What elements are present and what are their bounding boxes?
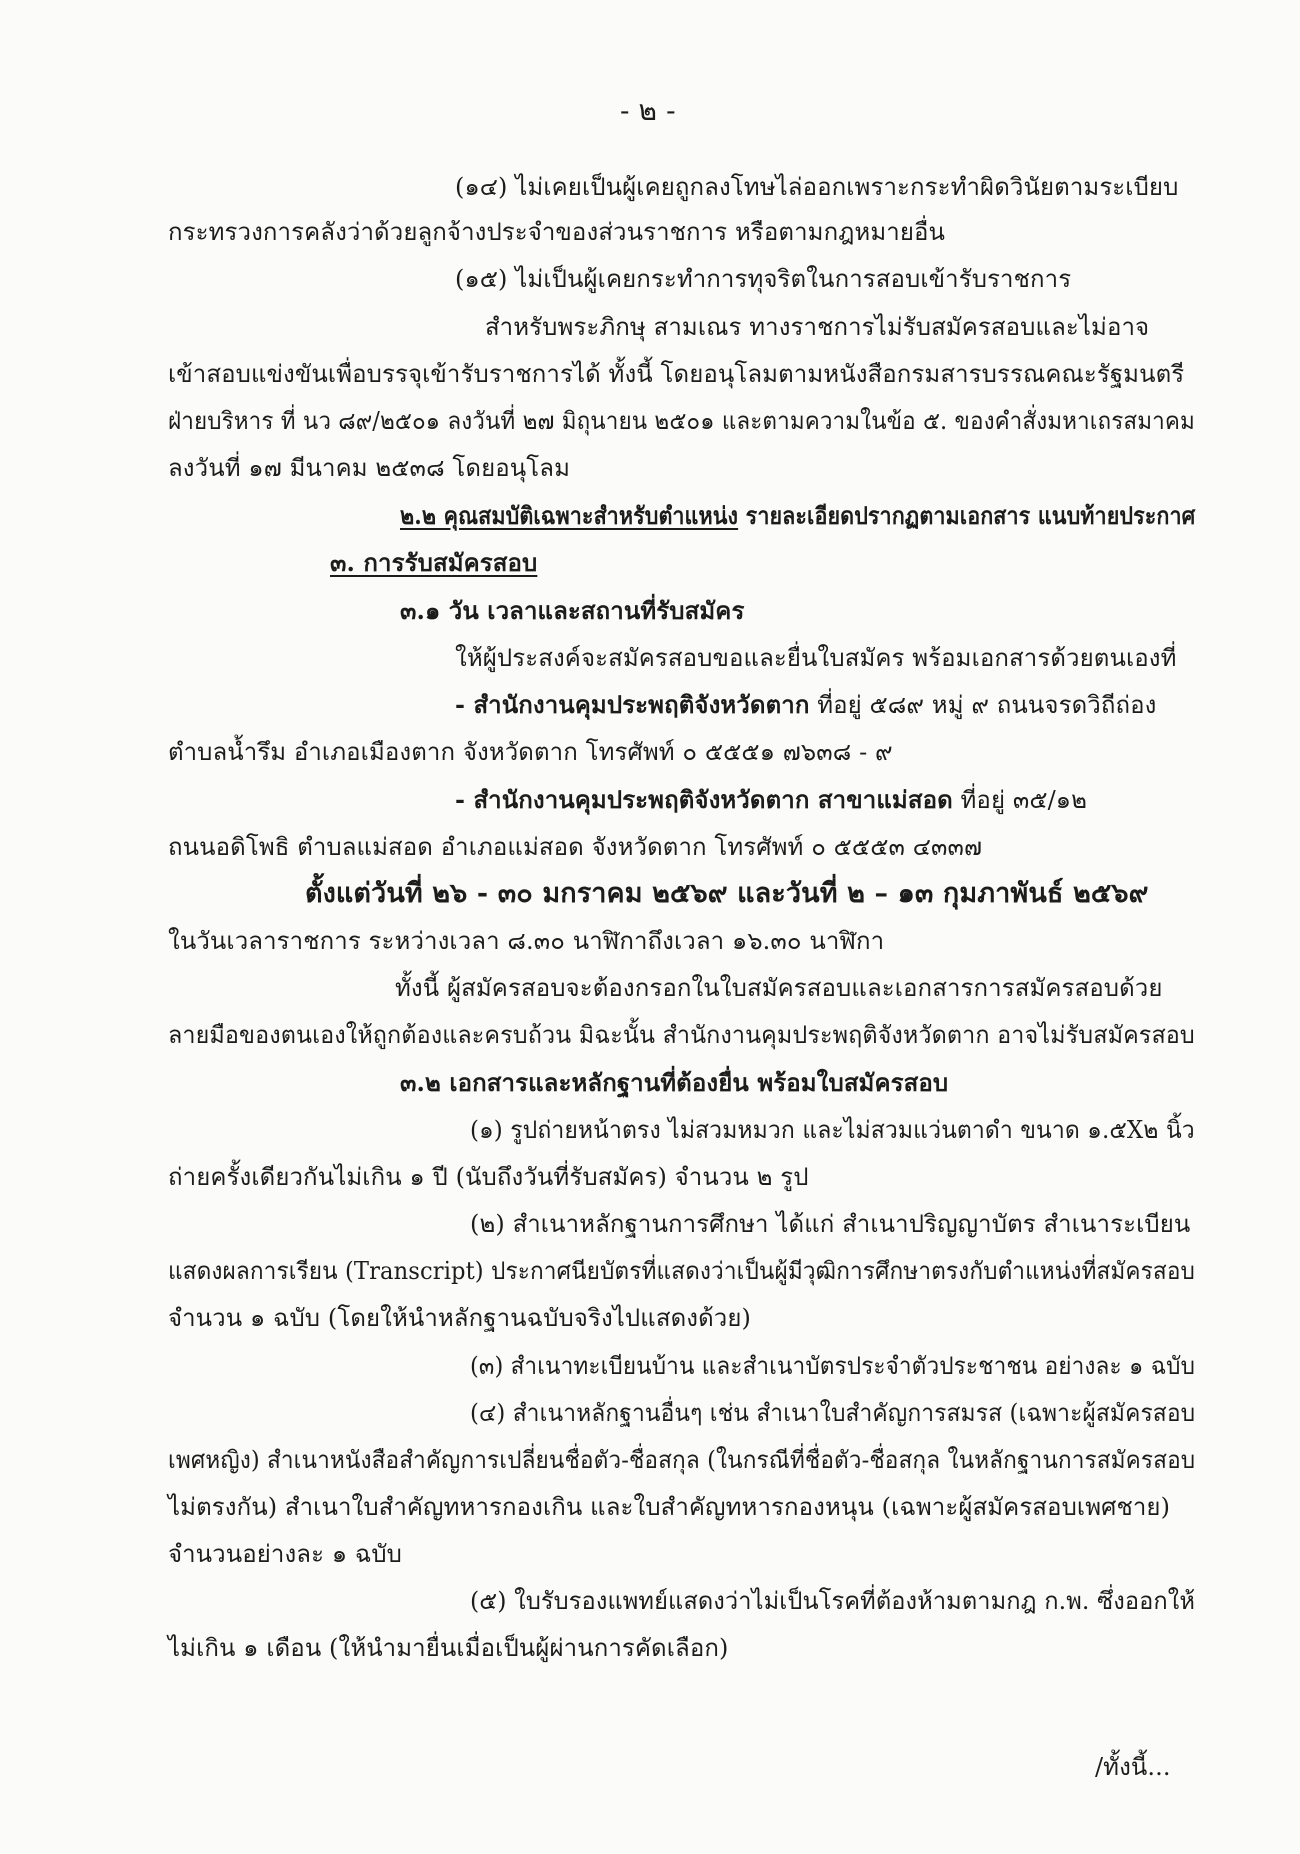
monks-line-2: เข้าสอบแข่งขันเพื่อบรรจุเข้ารับราชการได้ ทั้งนี้ โดยอนุโลมตามหนังสือกรมสารบรรณคณะรัฐมนตรี — [168, 360, 1185, 388]
office-2-name: - สำนักงานคุมประพฤติจังหวัดตาก สาขาแม่สอด — [455, 785, 953, 814]
doc-2-line-3: จำนวน ๑ ฉบับ (โดยให้นำหลักฐานฉบับจริงไปแสดงด้วย) — [168, 1304, 751, 1332]
doc-5-line-2: ไม่เกิน ๑ เดือน (ให้นำมายื่นเมื่อเป็นผู้ผ่านการคัดเลือก) — [168, 1634, 729, 1662]
office-1-address: ที่อยู่ ๕๘๙ หมู่ ๙ ถนนจรดวิถีถ่อง — [809, 691, 1157, 719]
item-14-line-1: (๑๔) ไม่เคยเป็นผู้เคยถูกลงโทษไล่ออกเพราะกระทำผิดวินัยตามระเบียบ — [455, 173, 1179, 201]
application-dates: ตั้งแต่วันที่ ๒๖ - ๓๐ มกราคม ๒๕๖๙ และวันที่ ๒ – ๑๓ กุมภาพันธ์ ๒๕๖๙ — [305, 878, 1149, 909]
doc-3: (๓) สำเนาทะเบียนบ้าน และสำเนาบัตรประจำตัวประชาชน อย่างละ ๑ ฉบับ — [470, 1352, 1196, 1380]
doc-1-line-2: ถ่ายครั้งเดียวกันไม่เกิน ๑ ปี (นับถึงวันที่รับสมัคร) จำนวน ๒ รูป — [168, 1163, 809, 1191]
office-1 — [455, 688, 1156, 722]
section-3-heading: ๓. การรับสมัครสอบ — [330, 548, 538, 577]
apply-in-person: ให้ผู้ประสงค์จะสมัครสอบขอและยื่นใบสมัคร พร้อมเอกสารด้วยตนเองที่ — [455, 644, 1177, 672]
monks-line-4: ลงวันที่ ๑๗ มีนาคม ๒๕๓๘ โดยอนุโลม — [168, 454, 570, 482]
section-2-2-rest: รายละเอียดปรากฏตามเอกสาร แนบท้ายประกาศ — [738, 501, 1196, 530]
item-15: (๑๕) ไม่เป็นผู้เคยกระทำการทุจริตในการสอบเข้ารับราชการ — [455, 265, 1072, 293]
section-2-2-heading: ๒.๒ คุณสมบัติเฉพาะสำหรับตำแหน่ง — [400, 501, 739, 530]
monks-line-3: ฝ่ายบริหาร ที่ นว ๘๙/๒๕๐๑ ลงวันที่ ๒๗ มิถุนายน ๒๕๐๑ และตามความในข้อ ๕. ของคำสั่งมหาเถรสมาคม — [168, 407, 1195, 435]
doc-2-line-1: (๒) สำเนาหลักฐานการศึกษา ได้แก่ สำเนาปริญญาบัตร สำเนาระเบียน — [470, 1210, 1191, 1238]
office-2-address-line-2: ถนนอดิโพธิ ตำบลแม่สอด อำเภอแม่สอด จังหวัดตาก โทรศัพท์ ๐ ๕๕๕๓ ๔๓๓๗ — [168, 833, 983, 861]
doc-1-line-1: (๑) รูปถ่ายหน้าตรง ไม่สวมหมวก และไม่สวมแว่นตาดำ ขนาด ๑.๕X๒ นิ้ว — [470, 1116, 1195, 1144]
doc-4-line-1: (๔) สำเนาหลักฐานอื่นๆ เช่น สำเนาใบสำคัญการสมรส (เฉพาะผู้สมัครสอบ — [470, 1399, 1196, 1427]
note-line-1: ทั้งนี้ ผู้สมัครสอบจะต้องกรอกในใบสมัครสอบและเอกสารการสมัครสอบด้วย — [395, 974, 1163, 1002]
doc-4-line-3: ไม่ตรงกัน) สำเนาใบสำคัญทหารกองเกิน และใบสำคัญทหารกองหนุน (เฉพาะผู้สมัครสอบเพศชาย) — [168, 1493, 1171, 1521]
item-14-line-2: กระทรวงการคลังว่าด้วยลูกจ้างประจำของส่วนราชการ หรือตามกฎหมายอื่น — [168, 218, 946, 246]
page-number: - ๒ - — [620, 94, 676, 127]
section-2-2 — [400, 499, 1195, 533]
doc-2-line-2: แสดงผลการเรียน (Transcript) ประกาศนียบัตรที่แสดงว่าเป็นผู้มีวุฒิการศึกษาตรงกับตำแหน่งที่สมัครสอบ — [168, 1257, 1195, 1285]
doc-4-line-2: เพศหญิง) สำเนาหนังสือสำคัญการเปลี่ยนชื่อตัว-ชื่อสกุล (ในกรณีที่ชื่อตัว-ชื่อสกุล ในหลักฐานการสมัครสอบ — [168, 1446, 1196, 1474]
note-line-2: ลายมือของตนเองให้ถูกต้องและครบถ้วน มิฉะนั้น สำนักงานคุมประพฤติจังหวัดตาก อาจไม่รับสมัครสอบ — [168, 1021, 1195, 1049]
office-1-name: - สำนักงานคุมประพฤติจังหวัดตาก — [455, 690, 810, 719]
section-3-1-heading: ๓.๑ วัน เวลาและสถานที่รับสมัคร — [400, 596, 745, 625]
office-hours: ในวันเวลาราชการ ระหว่างเวลา ๘.๓๐ นาฬิกาถึงเวลา ๑๖.๓๐ นาฬิกา — [168, 927, 885, 955]
continuation-marker: /ทั้งนี้... — [1095, 1753, 1171, 1781]
office-1-address-line-2: ตำบลน้ำรึม อำเภอเมืองตาก จังหวัดตาก โทรศัพท์ ๐ ๕๕๕๑ ๗๖๓๘ - ๙ — [168, 738, 893, 766]
doc-4-line-4: จำนวนอย่างละ ๑ ฉบับ — [168, 1540, 403, 1568]
section-3-2-heading: ๓.๒ เอกสารและหลักฐานที่ต้องยื่น พร้อมใบสมัครสอบ — [400, 1068, 949, 1097]
office-2 — [455, 783, 1087, 817]
doc-5-line-1: (๕) ใบรับรองแพทย์แสดงว่าไม่เป็นโรคที่ต้องห้ามตามกฎ ก.พ. ซึ่งออกให้ — [470, 1587, 1196, 1615]
monks-line-1: สำหรับพระภิกษุ สามเณร ทางราชการไม่รับสมัครสอบและไม่อาจ — [485, 313, 1150, 341]
office-2-address: ที่อยู่ ๓๕/๑๒ — [952, 786, 1088, 814]
